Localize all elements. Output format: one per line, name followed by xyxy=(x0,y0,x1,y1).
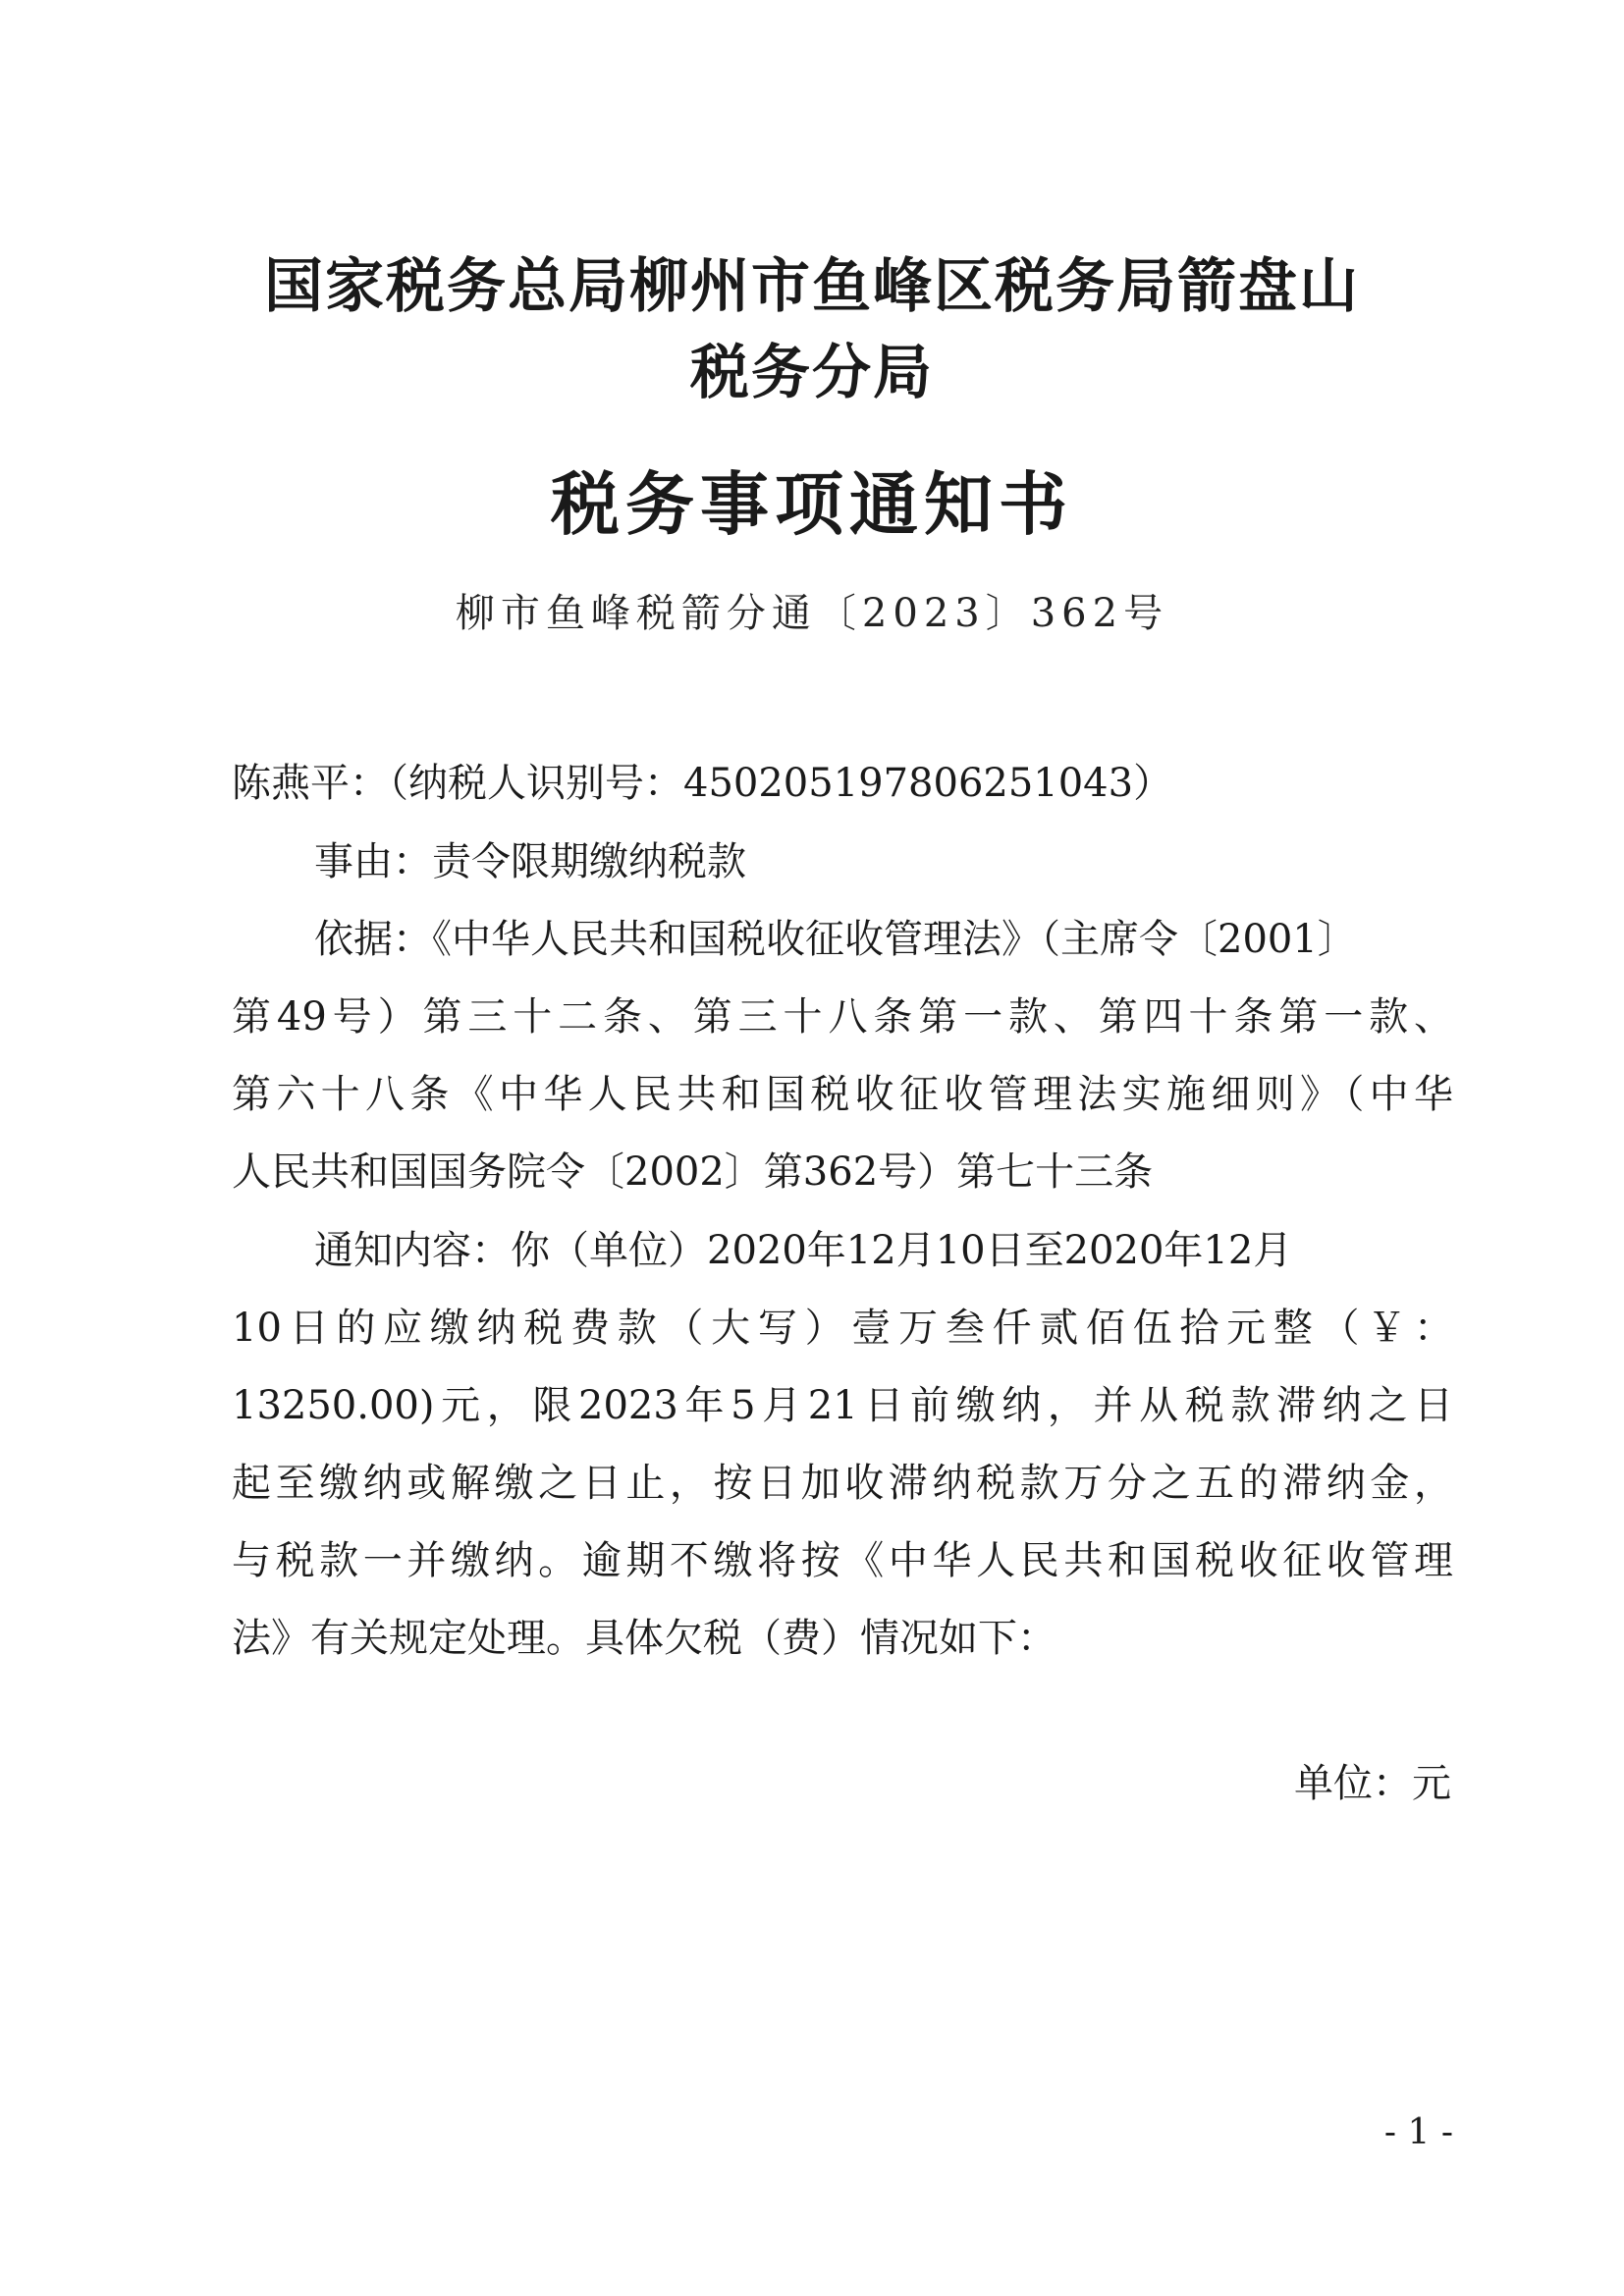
basis-line: 第六十八条《中华人民共和国税收征收管理法实施细则》（中华 xyxy=(232,1072,1453,1117)
agency-name-line2: 税务分局 xyxy=(690,339,934,407)
document-number: 柳市鱼峰税箭分通〔2023〕362号 xyxy=(455,591,1169,636)
notice-line: 法》有关规定处理。具体欠税（费）情况如下： xyxy=(232,1616,1056,1661)
notice-line: 通知内容：你（单位）2020年12月10日至2020年12月 xyxy=(314,1228,1293,1273)
basis-line: 依据：《中华人民共和国税收征收管理法》（主席令〔2001〕 xyxy=(314,917,1357,962)
page-number: - 1 - xyxy=(1383,2112,1453,2153)
unit-label: 单位：元 xyxy=(1294,1761,1451,1806)
basis-line: 第49号）第三十二条、第三十八条第一款、第四十条第一款、 xyxy=(232,994,1453,1040)
notice-line: 起至缴纳或解缴之日止，按日加收滞纳税款万分之五的滞纳金， xyxy=(232,1461,1453,1506)
addressee-line: 陈燕平：（纳税人识别号：450205197806251043） xyxy=(232,761,1173,806)
document-title: 税务事项通知书 xyxy=(551,464,1073,545)
notice-line: 10日的应缴纳税费款（大写）壹万叁仟贰佰伍拾元整（￥： xyxy=(232,1306,1453,1351)
reason-line: 事由：责令限期缴纳税款 xyxy=(314,839,746,884)
agency-name-line1: 国家税务总局柳州市鱼峰区税务局箭盘山 xyxy=(264,252,1360,321)
notice-line: 与税款一并缴纳。逾期不缴将按《中华人民共和国税收征收管理 xyxy=(232,1538,1453,1583)
basis-line: 人民共和国国务院令〔2002〕第362号）第七十三条 xyxy=(232,1149,1154,1195)
notice-line: 13250.00)元，限2023年5月21日前缴纳，并从税款滞纳之日 xyxy=(232,1383,1453,1428)
